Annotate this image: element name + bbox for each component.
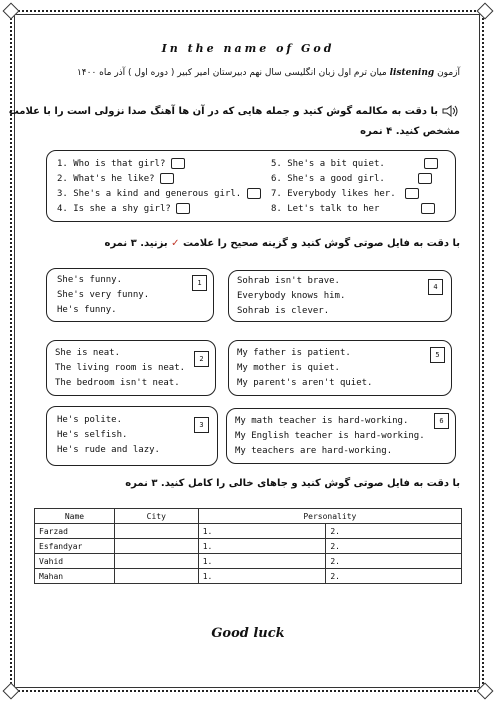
speaker-icon xyxy=(442,104,460,118)
option-line: My English teacher is hard-working. xyxy=(235,431,425,441)
checkbox[interactable] xyxy=(424,158,438,169)
table-row xyxy=(35,569,462,584)
option-line: Sohrab is clever. xyxy=(237,306,330,316)
table-row xyxy=(35,539,462,554)
box-number: 2 xyxy=(194,351,209,367)
cell-personality-2[interactable]: 2. xyxy=(326,569,462,584)
checkbox[interactable] xyxy=(176,203,190,214)
box-number: 1 xyxy=(192,275,207,291)
table-row xyxy=(35,554,462,569)
cell-name: Mahan xyxy=(35,569,115,584)
checkbox[interactable] xyxy=(160,173,174,184)
option-line: She is neat. xyxy=(55,348,121,358)
header-rest: میان ترم اول زبان انگلیسی سال نهم دبیرستان امیر کبیر ( دوره اول ) آذر ماه ۱۴۰۰ xyxy=(76,68,387,78)
personality-table xyxy=(34,508,462,584)
box-number: 3 xyxy=(194,417,209,433)
question-1: 1. Who is that girl? xyxy=(57,157,185,172)
option-line: My math teacher is hard-working. xyxy=(235,416,409,426)
table-header-row xyxy=(35,509,462,524)
option-box-4[interactable] xyxy=(228,270,452,322)
section1-box xyxy=(46,150,456,222)
cell-personality-2[interactable]: 2. xyxy=(326,524,462,539)
question-5: 5. She's a bit quiet. xyxy=(271,157,438,172)
cell-city[interactable] xyxy=(114,554,198,569)
option-line: The bedroom isn't neat. xyxy=(55,378,180,388)
header-prefix: آزمون xyxy=(437,68,460,78)
exam-header xyxy=(77,68,460,78)
cell-personality-1[interactable]: 1. xyxy=(198,524,326,539)
column-header-city: City xyxy=(114,509,198,524)
section1-instruction-line2: مشخص کنید. ۴ نمره xyxy=(360,126,460,137)
cell-name: Vahid xyxy=(35,554,115,569)
option-line: She's funny. xyxy=(57,275,123,285)
question-6: 6. She's a good girl. xyxy=(271,172,432,187)
box-number: 6 xyxy=(434,413,449,429)
option-box-2[interactable] xyxy=(46,340,216,396)
footer-good-luck: Good luck xyxy=(211,626,285,641)
option-box-6[interactable] xyxy=(226,408,456,464)
option-box-3[interactable] xyxy=(46,406,218,466)
cell-city[interactable] xyxy=(114,539,198,554)
checkmark-icon: ✓ xyxy=(171,238,180,249)
section2-instruction: با دقت به فایل صوتی گوش کنید و گزینه صحیح را علامت ✓ بزنید. ۳ نمره xyxy=(104,238,460,249)
section1-instruction-line1: با دقت به مکالمه گوش کنید و جمله هایی که در آن ها آهنگ صدا نزولی است را با علامت xyxy=(8,106,438,117)
column-header-personality: Personality xyxy=(198,509,461,524)
option-line: Everybody knows him. xyxy=(237,291,346,301)
page-title: In the name of God xyxy=(161,42,335,55)
checkbox[interactable] xyxy=(247,188,261,199)
option-line: He's rude and lazy. xyxy=(57,445,160,455)
cell-personality-1[interactable]: 1. xyxy=(198,569,326,584)
cell-personality-2[interactable]: 2. xyxy=(326,539,462,554)
cell-city[interactable] xyxy=(114,524,198,539)
option-line: My mother is quiet. xyxy=(237,363,340,373)
checkbox[interactable] xyxy=(405,188,419,199)
question-8: 8. Let's talk to her xyxy=(271,202,435,217)
option-line: Sohrab isn't brave. xyxy=(237,276,340,286)
header-listening: listening xyxy=(389,68,435,78)
cell-personality-1[interactable]: 1. xyxy=(198,539,326,554)
option-line: My father is patient. xyxy=(237,348,351,358)
section3-instruction: با دقت به فایل صوتی گوش کنید و جاهای خالی را کامل کنید. ۳ نمره xyxy=(125,478,460,489)
question-7: 7. Everybody likes her. xyxy=(271,187,419,202)
option-line: My parent's aren't quiet. xyxy=(237,378,373,388)
cell-city[interactable] xyxy=(114,569,198,584)
box-number: 5 xyxy=(430,347,445,363)
option-box-5[interactable] xyxy=(228,340,452,396)
option-line: He's selfish. xyxy=(57,430,128,440)
option-line: He's funny. xyxy=(57,305,117,315)
option-line: She's very funny. xyxy=(57,290,150,300)
option-line: My teachers are hard-working. xyxy=(235,446,393,456)
option-line: He's polite. xyxy=(57,415,123,425)
checkbox[interactable] xyxy=(171,158,185,169)
question-3: 3. She's a kind and generous girl. xyxy=(57,187,261,202)
cell-personality-1[interactable]: 1. xyxy=(198,554,326,569)
table-row xyxy=(35,524,462,539)
box-number: 4 xyxy=(428,279,443,295)
question-4: 4. Is she a shy girl? xyxy=(57,202,190,217)
cell-name: Esfandyar xyxy=(35,539,115,554)
option-box-1[interactable] xyxy=(46,268,214,322)
column-header-name: Name xyxy=(35,509,115,524)
checkbox[interactable] xyxy=(421,203,435,214)
question-2: 2. What's he like? xyxy=(57,172,174,187)
option-line: The living room is neat. xyxy=(55,363,186,373)
checkbox[interactable] xyxy=(418,173,432,184)
cell-personality-2[interactable]: 2. xyxy=(326,554,462,569)
cell-name: Farzad xyxy=(35,524,115,539)
